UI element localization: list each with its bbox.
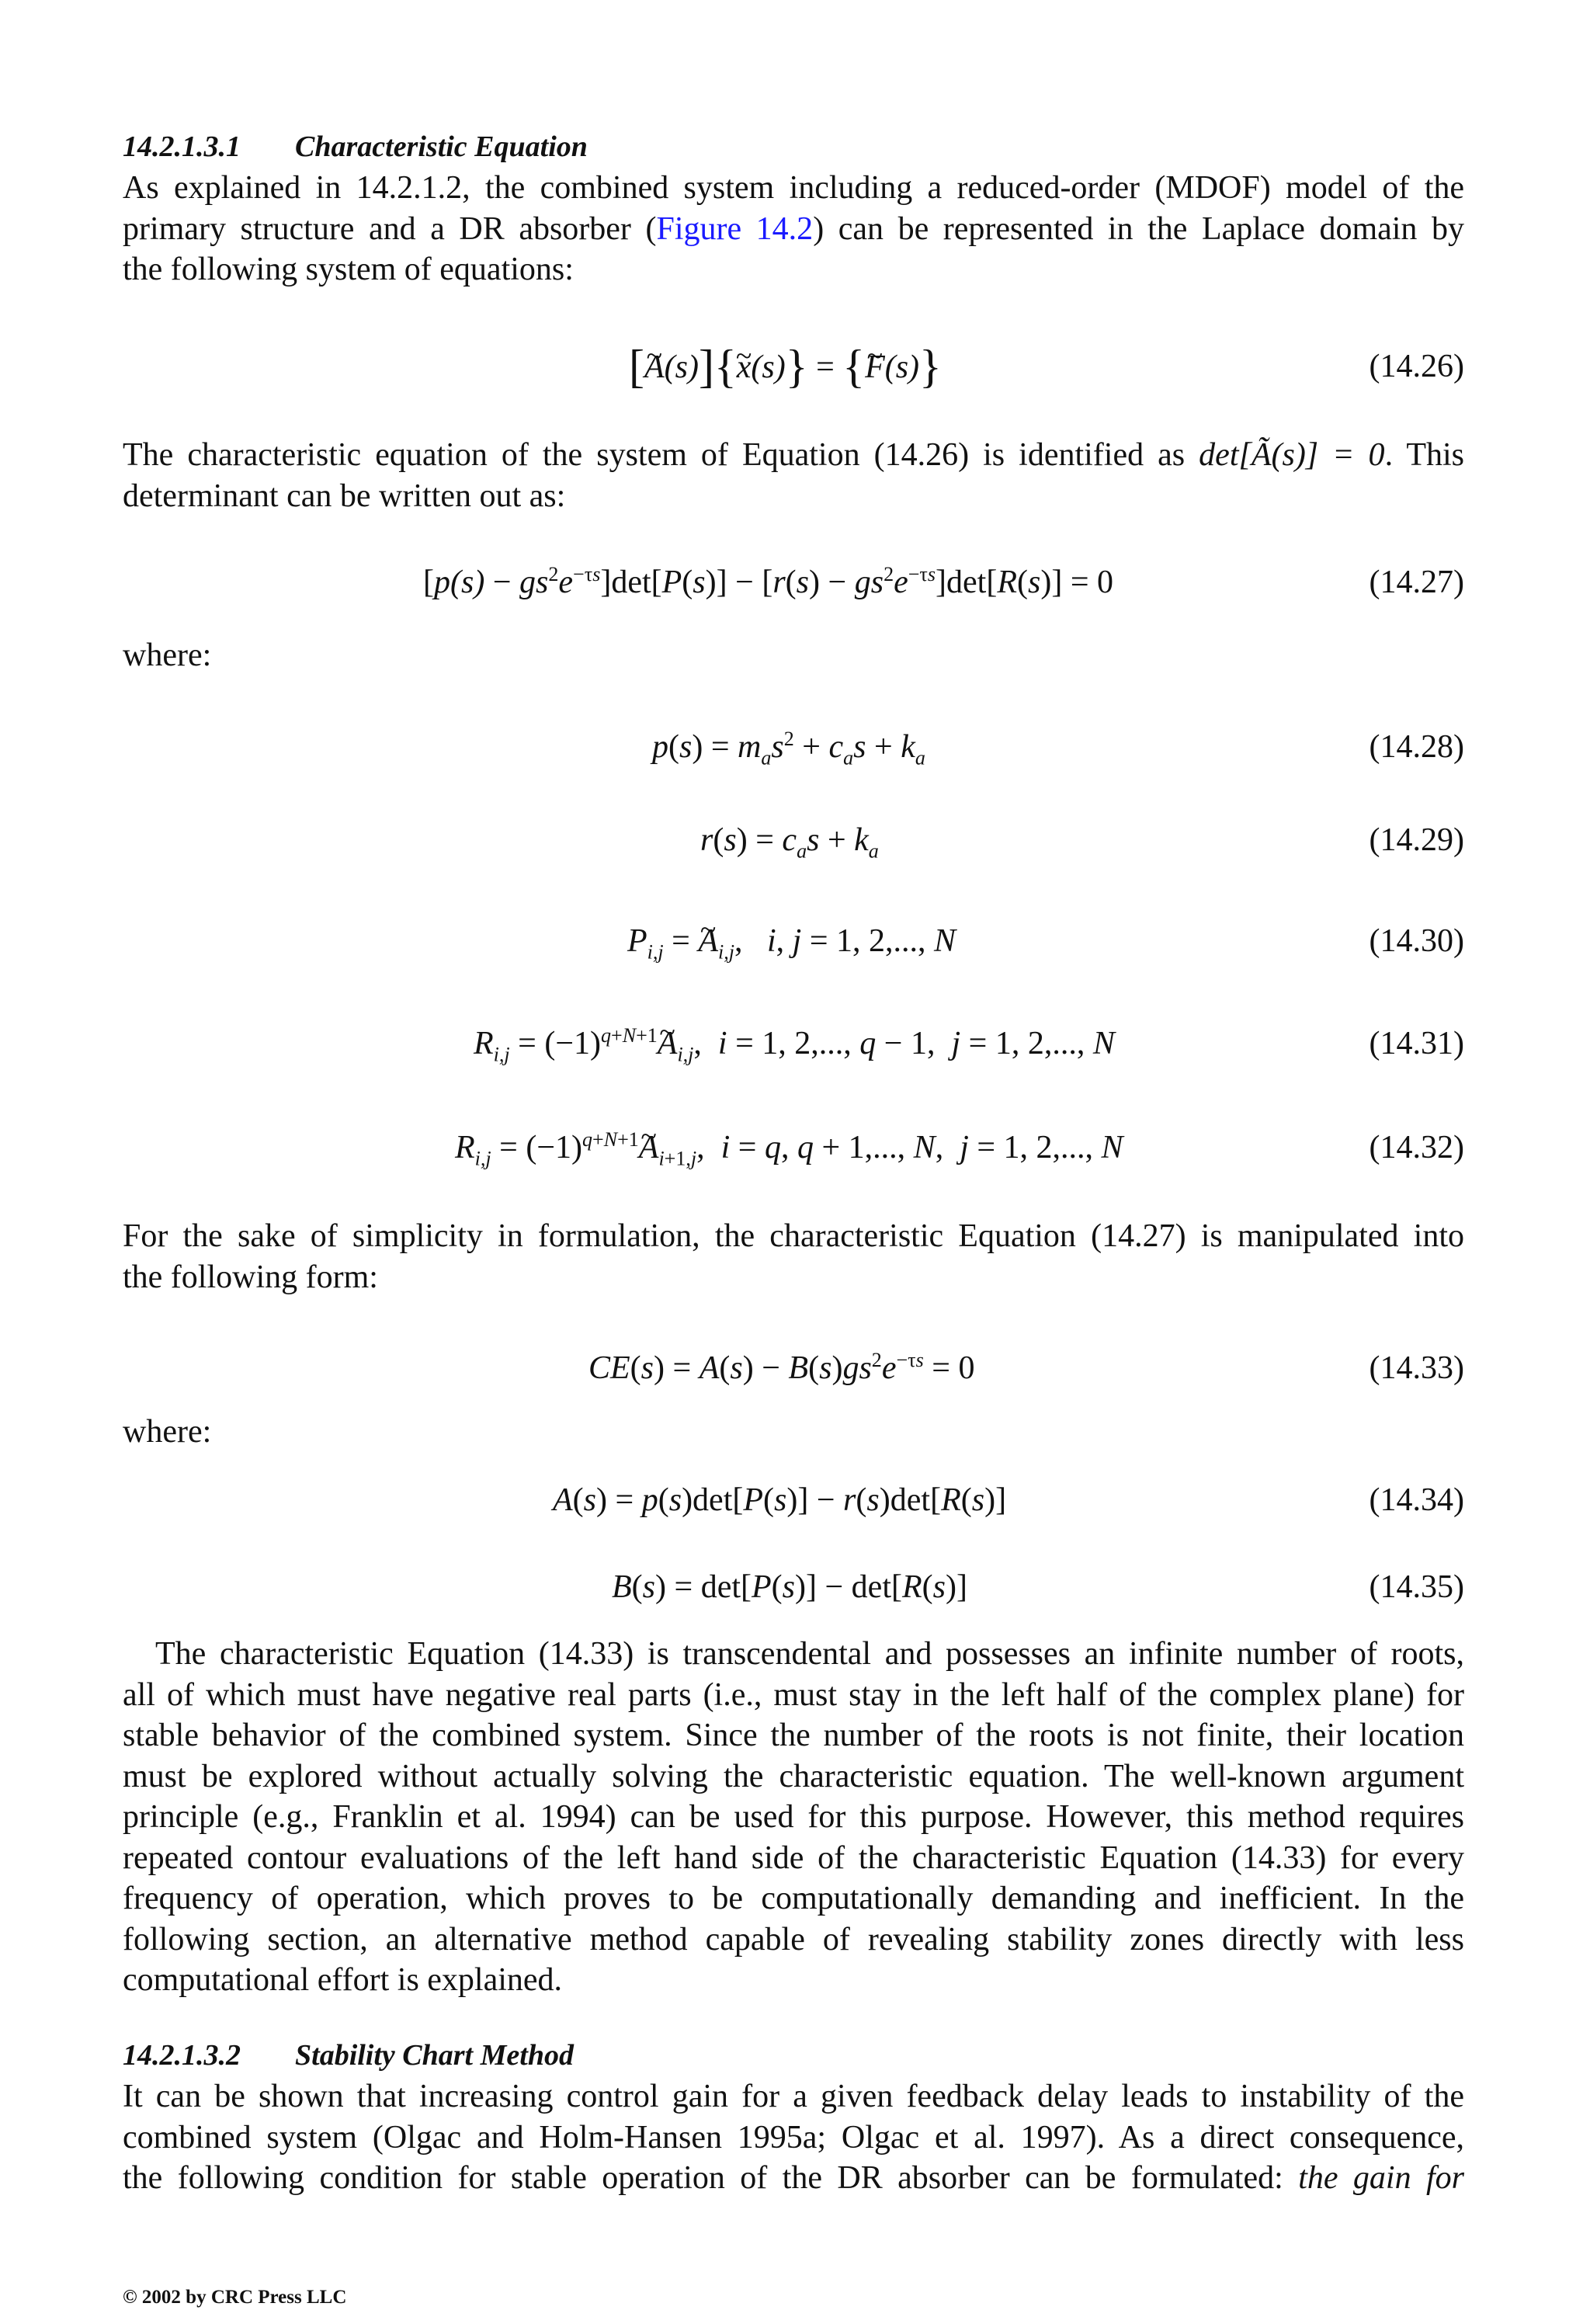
- text-line: principle (e.g., Franklin et al. 1994) can be used for this purpose. However, this method requires: [123, 1799, 1464, 1835]
- section-number: 14.2.1.3.1: [123, 130, 241, 163]
- text-line: following section, an alternative method capable of revealing stability zones directly with less: [123, 1921, 1464, 1958]
- equation-14-28: $p(s) = m_as^2 + c_as + k_a$: [652, 728, 925, 769]
- section-title: Stability Chart Method: [295, 2039, 574, 2072]
- text-line: the following form:: [123, 1259, 378, 1295]
- equation-number: (14.28): [1369, 729, 1464, 765]
- equation-14-27: $[p(s) - gs^2e^{-\tau s}]\det[P(s)] - [r(s) - gs^2e^{-\tau s}]\det[R(s)] = 0$: [423, 563, 1114, 600]
- equation-14-32: $R_{i,j}$ = $(-1)^{q+N+1}\sim$ $A_{i+1,j}$, i = q, q + 1,..., N, j = 1, 2,..., N: [455, 1123, 1123, 1172]
- equation-14-30: $P_{i,j}$ = ~ $A_{i,j}$, i, j = 1, 2,..., N: [627, 916, 956, 966]
- where-label: where:: [123, 637, 212, 673]
- text-line: the following condition for stable operation of the DR absorber can be formulated: the gain for: [123, 2160, 1464, 2196]
- text-line: repeated contour evaluations of the left hand side of the characteristic Equation (14.33) for every: [123, 1839, 1464, 1876]
- text-line: It can be shown that increasing control gain for a given feedback delay leads to instability of the: [123, 2079, 1464, 2114]
- section-heading-stability-chart: [123, 2037, 574, 2073]
- where-label: where:: [123, 1414, 212, 1450]
- equation-14-35: B(s) = det[P(s)] − det[R(s)]: [612, 1569, 967, 1605]
- equation-number: (14.34): [1369, 1482, 1464, 1518]
- text-line: The characteristic Equation (14.33) is transcendental and possesses an infinite number of roots,: [155, 1636, 1464, 1672]
- text-line: primary structure and a DR absorber (Figure 14.2) can be represented in the Laplace domain by: [123, 210, 1464, 247]
- inline-equation: det[Ã(s)] = 0: [1199, 437, 1385, 473]
- text-line: must be explored without actually solving the characteristic equation. The well-known argument: [123, 1758, 1464, 1794]
- paragraph-transcendental: [123, 1634, 1464, 2001]
- section-number: 14.2.1.3.2: [123, 2039, 241, 2072]
- equation-number: (14.29): [1369, 822, 1464, 858]
- text-line: frequency of operation, which proves to be computationally demanding and inefficient. In the: [123, 1881, 1464, 1916]
- text-line: stable behavior of the combined system. Since the number of the roots is not finite, their location: [123, 1718, 1464, 1753]
- text-line: all of which must have negative real parts (i.e., must stay in the left half of the complex plane) for: [123, 1676, 1464, 1713]
- equation-14-34: A(s) = p(s)det[P(s)] − r(s)det[R(s)]: [553, 1482, 1007, 1518]
- section-heading-characteristic-equation: [123, 129, 588, 165]
- text-line: combined system (Olgac and Holm-Hansen 1995a; Olgac et al. 1997). As a direct consequence,: [123, 2119, 1464, 2156]
- figure-link[interactable]: Figure 14.2: [656, 210, 814, 247]
- copyright-footer: © 2002 by CRC Press LLC: [123, 2287, 347, 2308]
- text-line: determinant can be written out as:: [123, 478, 566, 514]
- text-line: For the sake of simplicity in formulation, the characteristic Equation (14.27) is manipulated into: [123, 1218, 1464, 1254]
- equation-number: (14.33): [1369, 1350, 1464, 1386]
- text-line: computational effort is explained.: [123, 1962, 563, 1998]
- paragraph-simplicity: [123, 1216, 1464, 1297]
- equation-14-26: [~ A(s)]{~ x(s)} = {~ F(s)}: [629, 342, 942, 391]
- paragraph-stability: [123, 2076, 1464, 2199]
- text-line: As explained in 14.2.1.2, the combined system including a reduced-order (MDOF) model of the: [123, 170, 1464, 206]
- equation-14-31: $R_{i,j}$ = $(-1)^{q+N+1}\sim$ $A_{i,j}$, i = 1, 2,..., q − 1, j = 1, 2,..., N: [474, 1019, 1115, 1068]
- equation-number: (14.27): [1369, 564, 1464, 600]
- paragraph-intro: [123, 168, 1464, 290]
- paragraph-characteristic: [123, 435, 1464, 516]
- equation-14-29: $r(s) = c_as + k_a$: [700, 822, 879, 863]
- text-line: The characteristic equation of the system of Equation (14.26) is identified as det[Ã(s)] = 0. This: [123, 437, 1465, 473]
- equation-number: (14.26): [1369, 349, 1464, 384]
- section-title: Characteristic Equation: [295, 130, 588, 163]
- equation-number: (14.31): [1369, 1026, 1464, 1061]
- equation-14-33: $CE(s) = A(s) - B(s)gs^2e^{-\tau s} = 0$: [588, 1349, 975, 1386]
- equation-number: (14.32): [1369, 1130, 1464, 1165]
- equation-number: (14.30): [1369, 923, 1464, 959]
- text-line: the following system of equations:: [123, 252, 574, 287]
- equation-number: (14.35): [1369, 1569, 1464, 1605]
